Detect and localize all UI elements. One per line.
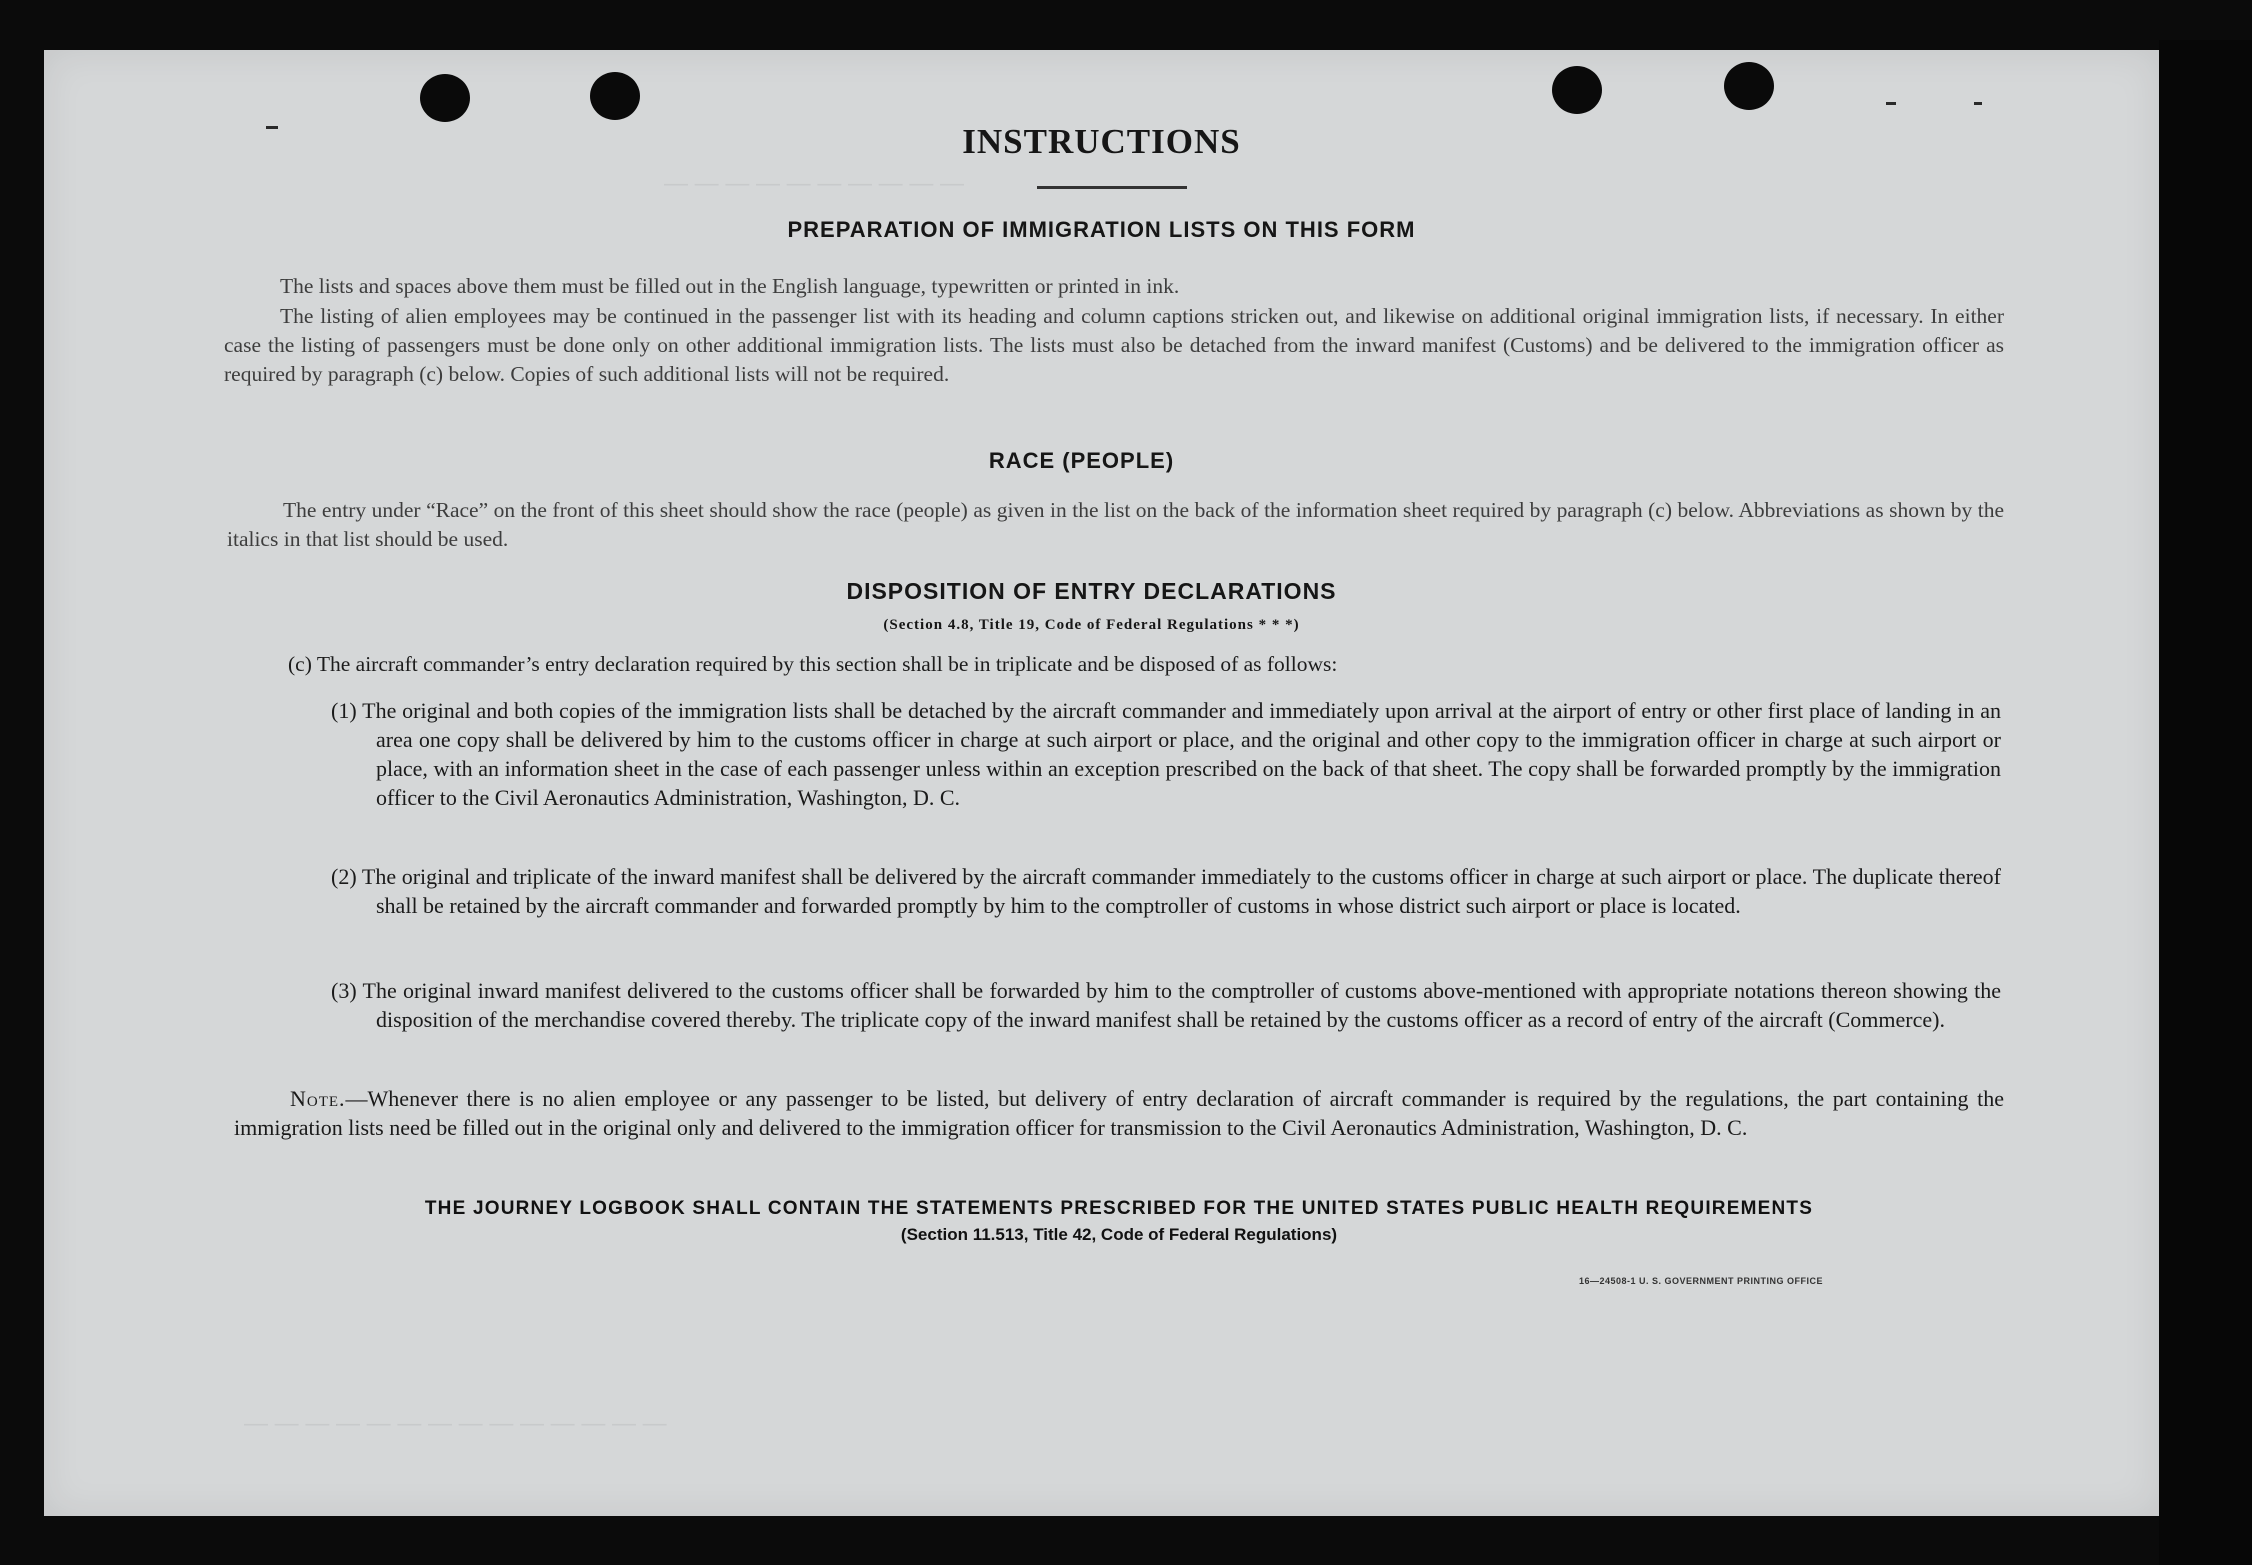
item-text: The original inward manifest delivered to the customs officer shall be forwarded by him to the comptroller of customs above-mentioned with appropriate notations thereon showing the disposition of the merchandise covered thereby. The triplicate copy of the inward manifest shall be retained by the customs officer as a record of entry of the aircraft (Commerce). [362,978,2001,1032]
item-number: (1) [331,698,363,723]
preparation-para-1: The lists and spaces above them must be filled out in the English language, typewritten or printed in ink. [280,274,1180,298]
item-number: (2) [331,864,362,889]
scan-border [2159,40,2252,1565]
margin-mark [1974,102,1982,105]
preparation-para-2: The listing of alien employees may be continued in the passenger list with its heading and column captions stricken out, and likewise on additional original immigration lists, if necessary. In either case the listing of passengers must be done only on other additional immigration lists. The lists must also be detached from the inward manifest (Customs) and be delivered to the immigration officer as required by paragraph (c) below. Copies of such additional lists will not be required. [224,304,2004,386]
item-text: The original and triplicate of the inward manifest shall be delivered by the aircraft commander immediately to the customs officer in charge at such airport or place. The duplicate thereof shall be retained by the aircraft commander and forwarded promptly by him to the comptroller of customs in whose district such airport or place is located. [361,864,2001,918]
printer-imprint: 16—24508-1 U. S. GOVERNMENT PRINTING OFFICE [1579,1276,1824,1286]
title-underline [1037,186,1187,189]
disposition-item [331,696,2001,812]
heading-preparation: PREPARATION OF IMMIGRATION LISTS ON THIS FORM [787,217,1416,242]
punch-hole-1 [420,74,470,122]
heading-race: RACE (PEOPLE) [988,448,1175,473]
item-text: The original and both copies of the immigration lists shall be detached by the aircraft commander and immediately upon arrival at the airport of entry or other first place of landing in an area one copy shall be delivered by him to the customs officer in charge at such airport or place, and the original and other copy to the immigration officer in charge at such airport or place, with an information sheet in the case of each passenger unless within an exception prescribed on the back of that sheet. The copy shall be forwarded promptly by the immigration officer to the Civil Aeronautics Administration, Washington, D. C. [362,698,2001,810]
race-para: The entry under “Race” on the front of this sheet should show the race (people) as given in the list on the back of the information sheet required by paragraph (c) below. Abbreviations as shown by the italics in that list should be used. [227,498,2004,551]
document-page [44,50,2159,1516]
health-requirements-statement: THE JOURNEY LOGBOOK SHALL CONTAIN THE STATEMENTS PRESCRIBED FOR THE UNITED STATES PUBLIC HEALTH REQUIREMENTS [424,1198,1814,1219]
heading-disposition: DISPOSITION OF ENTRY DECLARATIONS [846,578,1337,604]
punch-hole-4 [1724,62,1774,110]
disposition-citation: (Section 4.8, Title 19, Code of Federal Regulations * * *) [883,617,1300,633]
note-text: —Whenever there is no alien employee or any passenger to be listed, but delivery of entry declaration of aircraft commander is required by the regulations, the part containing the immigration lists need be filled out in the original only and delivered to the immigration officer for transmission to the Civil Aeronautics Administration, Washington, D. C. [234,1086,2004,1140]
page-title: INSTRUCTIONS [962,122,1241,161]
bleed-through: — — — — — — — — — — [664,170,965,197]
disposition-item [331,862,2001,920]
bleed-through: — — — — — — — — — — — — — — [244,1410,667,1437]
note-paragraph [234,1084,2004,1142]
disposition-item [331,976,2001,1034]
margin-mark [1886,102,1896,105]
health-requirements-citation: (Section 11.513, Title 42, Code of Federal Regulations) [900,1225,1338,1244]
disposition-intro: (c) The aircraft commander’s entry declaration required by this section shall be in triplicate and be disposed of as follows: [288,652,1338,676]
punch-hole-3 [1552,66,1602,114]
item-number: (3) [331,978,363,1003]
note-label: Note. [290,1086,346,1111]
punch-hole-2 [590,72,640,120]
